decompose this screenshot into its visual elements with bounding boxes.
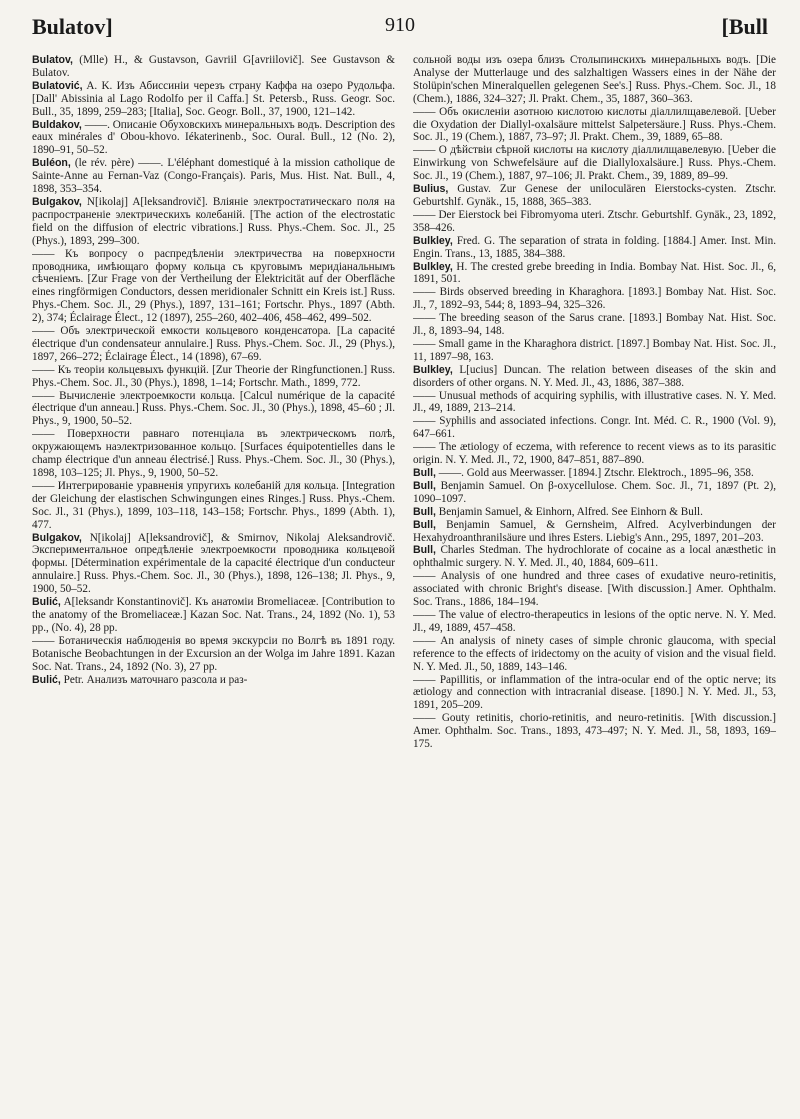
bibliography-entry	[413, 519, 776, 545]
bibliography-entry	[32, 674, 395, 687]
bibliography-entry	[413, 635, 776, 674]
entry-text: L[ucius] Duncan. The relation between diseases of the skin and disorders of other organs. N. Y. Med. Jl., 43, 1886, 387–388.	[413, 363, 776, 389]
entry-text: (le rév. père) ——. L'éléphant domestiqué à la mission catholique de Sainte-Anne au Fernan-Vaz (Congo-Français). Paris, Mus. Hist. Nat. Bull., 4, 1898, 353–354.	[32, 157, 395, 196]
entry-text: —— Syphilis and associated infections. Congr. Int. Méd. C. R., 1900 (Vol. 9), 647–661.	[413, 415, 776, 441]
entry-author: Bulius,	[413, 183, 449, 196]
entry-author: Buléon,	[32, 157, 71, 170]
entry-author: Bulkley,	[413, 363, 453, 376]
header-right: [Bull	[721, 14, 768, 39]
entry-author: Bulić,	[32, 596, 61, 609]
bibliography-entry	[413, 415, 776, 441]
bibliography-entry	[413, 338, 776, 364]
entry-text: H. The crested grebe breeding in India. Bombay Nat. Hist. Soc. Jl., 6, 1891, 501.	[413, 260, 776, 286]
entry-text: —— Analysis of one hundred and three cases of exudative neuro-retinitis, associated with chronic Bright's disease. [With discussion.] Amer. Ophthalm. Soc. Trans., 1886, 184–194.	[413, 570, 776, 609]
entry-text: Benjamin Samuel, & Gernsheim, Alfred. Acylverbindungen der Hexahydroanthranilsäure und ihres Esters. Liebig's Ann., 295, 1897, 201–203.	[413, 518, 776, 544]
bibliography-entry	[413, 390, 776, 416]
entry-text: —— The ætiology of eczema, with reference to recent views as to its parasitic origin. N. Y. Med. Jl., 72, 1900, 847–851, 887–890.	[413, 441, 776, 467]
bibliography-entry	[32, 532, 395, 597]
entry-text: ——. Описаніе Обуховскихъ минеральныхъ водъ. Description des eaux minérales d' Obou-khovo. Iékaterinenb., Soc. Oural. Bull., 12 (No. 2), 1890–91, 50–52.	[32, 118, 395, 157]
entry-author: Buldakov,	[32, 118, 82, 131]
entry-text: —— The value of electro-therapeutics in lesions of the optic nerve. N. Y. Med. Jl., 49, 1889, 457–458.	[413, 608, 776, 634]
bibliography-entry	[413, 480, 776, 506]
entry-text: Gustav. Zur Genese der uniloculären Eierstocks-cysten. Ztschr. Geburtshlf. Gynäk., 15, 1888, 365–383.	[413, 183, 776, 208]
entry-author: Bull,	[413, 505, 436, 518]
entry-text: ——. Gold aus Meerwasser. [1894.] Ztschr. Elektroch., 1895–96, 358.	[438, 467, 754, 479]
bibliography-entry	[413, 235, 776, 261]
entry-text: —— Поверхности равнаго потенціала въ электрическомъ полѣ, окружающемъ наэлектризованное кольцо. [Surfaces équipotentielles dans le champ électrique d'un anneau électrisé.] Russ. Phys.-Chem. Soc. Jl., 30 (Phys.), 1898, 103–125; Jl. Phys., 9, 1900, 50–52.	[32, 428, 395, 479]
entry-text: N[ikolaj] A[leksandrovič], & Smirnov, Nikolaj Aleksandrovič. Экспериментальное опредѣленіе электроемкости проводника кольцевой формы. [Détermination expérimentale de la capacité électrique d'un conducteur annulaire.] Russ. Phys.-Chem. Soc. Jl., 30 (Phys.), 1898, 126–138; Jl. Phys., 9, 1900, 50–52.	[32, 531, 395, 596]
bibliography-entry	[32, 390, 395, 429]
entry-text: —— Объ окисленіи азотною кислотою кислоты діаллилщавелевой. [Ueber die Oxydation der Diallyl-oxalsäure mittelst Salpetersäure.] Russ. Phys.-Chem. Soc. Jl., 19 (Chem.), 1887, 73–97; Jl. Prakt. Chem., 39, 1889, 65–88.	[413, 105, 776, 144]
entry-text: —— Unusual methods of acquiring syphilis, with illustrative cases. N. Y. Med. Jl., 49, 1889, 213–214.	[413, 389, 776, 415]
columns	[32, 54, 776, 1111]
entry-author: Bulgakov,	[32, 531, 82, 544]
entry-text: —— Интегрированіе уравненія упругихъ колебаній для кольца. [Integration der Gleichung der elastischen Schwingungen eines Ringes.] Russ. Phys.-Chem. Soc. Jl., 31 (Phys.), 1899, 103–118, 143–158; Fortschr. Phys., 1899 (Abth. 1), 477.	[32, 479, 395, 531]
entry-author: Bulatov,	[32, 54, 74, 66]
bibliography-entry	[413, 544, 776, 570]
right-column	[413, 54, 776, 1111]
bibliography-entry	[413, 183, 776, 209]
bibliography-entry	[413, 54, 776, 106]
bibliography-entry	[413, 441, 776, 467]
entry-author: Bulatović,	[32, 79, 83, 92]
entry-text: A[leksandr Konstantinovič]. Къ анатоміи Bromeliaceæ. [Contribution to the anatomy of the Bromeliaceæ.] Kazan Soc. Nat. Trans., 24, 1892 (No. 1), 53 pp., (No. 4), 28 pp.	[32, 596, 395, 634]
bibliography-entry	[32, 54, 395, 80]
bibliography-entry	[413, 261, 776, 287]
entry-author: Bulgakov,	[32, 195, 82, 208]
bibliography-entry	[32, 364, 395, 390]
entry-text: —— О дѣйствіи сѣрной кислоты на кислоту діаллилщавелевую. [Ueber die Einwirkung von Schwefelsäure auf die Diallyloxalsäure.] Russ. Phys.-Chem. Soc. Jl., 19 (Chem.), 1887, 97–106; Jl. Prakt. Chem., 39, 1889, 89–99.	[413, 144, 776, 183]
entry-text: Fred. G. The separation of strata in folding. [1884.] Amer. Inst. Min. Engin. Trans., 13, 1885, 384–388.	[413, 234, 776, 260]
entry-text: сольной воды изъ озера близъ Столыпинскихъ минеральныхъ водъ. [Die Analyse der Mutterlauge und des salzhaltigen Wassers eines in der Nähe der Stolüpin'schen Mineralquellen gelegenen See's.] Russ. Phys.-Chem. Soc. Jl., 18 (Chem.), 1886, 324–327; Jl. Prakt. Chem., 35, 1887, 360–363.	[413, 54, 776, 105]
bibliography-entry	[413, 609, 776, 635]
entry-text: —— Der Eierstock bei Fibromyoma uteri. Ztschr. Geburtshlf. Gynäk., 23, 1892, 358–426.	[413, 208, 776, 234]
bibliography-entry	[413, 467, 776, 480]
entry-text: —— Къ вопросу о распредѣленіи электричества на поверхности проводника, имѣющаго форму кольца съ круговымъ меридіанальнымъ сѣченіемъ. [Zur Frage von der Vertheilung der Elektricität auf der Oberfläche eines ringförmigen Conductors, dessen meridionaler Schnitt ein Kreis ist.] Russ. Phys.-Chem. Soc. Jl., 29 (Phys.), 1897, 131–161; Fortschr. Phys., 1897 (Abth. 2), 374; Éclairage Élect., 12 (1897), 255–260, 402–406, 458–462, 499–502.	[32, 247, 395, 325]
entry-text: Benjamin Samuel. On β-oxycellulose. Chem. Soc. Jl., 71, 1897 (Pt. 2), 1090–1097.	[413, 479, 776, 505]
bibliography-entry	[32, 119, 395, 158]
entry-text: (Mlle) H., & Gustavson, Gavriil G[avriilovič]. See Gustavson & Bulatov.	[32, 54, 395, 79]
entry-author: Bulkley,	[413, 234, 453, 247]
entry-text: —— Small game in the Kharaghora district. [1897.] Bombay Nat. Hist. Soc. Jl., 11, 1897–98, 163.	[413, 337, 776, 363]
bibliography-entry	[413, 570, 776, 609]
entry-author: Bulić,	[32, 673, 61, 686]
entry-author: Bull,	[413, 467, 436, 479]
entry-text: —— An analysis of ninety cases of simple chronic glaucoma, with special reference to the effects of iridectomy on the acuity of vision and the visual field. N. Y. Med. Jl., 50, 1889, 143–146.	[413, 634, 776, 673]
page-number: 910	[385, 14, 415, 36]
bibliography-entry	[413, 209, 776, 235]
left-column	[32, 54, 395, 1111]
entry-author: Bull,	[413, 544, 436, 557]
entry-text: —— Gouty retinitis, chorio-retinitis, and neuro-retinitis. [With discussion.] Amer. Ophthalm. Soc. Trans., 1893, 473–497; N. Y. Med. Jl., 58, 1893, 169–175.	[413, 712, 776, 751]
bibliography-entry	[32, 248, 395, 325]
entry-text: N[ikolaj] A[leksandrovič]. Вліяніе электростатическаго поля на распространеніе электрическихъ колебаній. [The action of the electrostatic field on the diffusion of electric vibrations.] Russ. Phys.-Chem. Soc. Jl., 25 (Phys.), 1893, 299–300.	[32, 195, 395, 247]
entry-text: —— Вычисленіе электроемкости кольца. [Calcul numérique de la capacité électrique d'un anneau.] Russ. Phys.-Chem. Soc. Jl., 30 (Phys.), 1898, 45–60 ; Jl. Phys., 9, 1900, 50–52.	[32, 389, 395, 428]
bibliography-entry	[32, 480, 395, 532]
entry-text: —— Papillitis, or inflammation of the intra-ocular end of the optic nerve; its ætiology and connection with intracranial disease. [1890.] N. Y. Med. Jl., 53, 1891, 205–209.	[413, 673, 776, 712]
bibliography-entry	[413, 364, 776, 390]
bibliography-entry	[413, 712, 776, 751]
bibliography-entry	[413, 106, 776, 145]
bibliography-entry	[32, 325, 395, 364]
entry-text: Petr. Анализъ маточнаго разсола и раз-	[63, 673, 248, 686]
entry-text: A. K. Изъ Абиссиніи черезъ страну Каффа на озеро Рудольфа. [Dall' Abissinia al Lago Rodolfo per il Caffa.] St. Petersb., Russ. Geogr. Soc. Bull., 35, 1899, 259–283; [Italia], Soc. Geogr. Boll., 37, 1900, 121–142.	[32, 79, 395, 118]
bibliography-entry	[32, 80, 395, 119]
bibliography-entry	[32, 635, 395, 674]
entry-text: —— Объ электрической емкости кольцевого конденсатора. [La capacité électrique d'un condensateur annulaire.] Russ. Phys.-Chem. Soc. Jl., 29 (Phys.), 1897, 266–272; Éclairage Élect., 14 (1898), 67–69.	[32, 325, 395, 363]
entry-text: —— Ботаническія наблюденія во время экскурсіи по Волгѣ въ 1891 году. Botanische Beobachtungen in der Excursion an der Wolga im Jahre 1891. Kazan Soc. Nat. Trans., 24, 1892 (No. 3), 27 pp.	[32, 634, 395, 673]
entry-text: —— Birds observed breeding in Kharaghora. [1893.] Bombay Nat. Hist. Soc. Jl., 7, 1892–93, 544; 8, 1893–94, 325–326.	[413, 286, 776, 312]
bibliography-entry	[32, 196, 395, 248]
entry-text: —— The breeding season of the Sarus crane. [1893.] Bombay Nat. Hist. Soc. Jl., 8, 1893–94, 148.	[413, 312, 776, 338]
bibliography-entry	[413, 144, 776, 183]
bibliography-entry	[413, 312, 776, 338]
entry-text: Benjamin Samuel, & Einhorn, Alfred. See Einhorn & Bull.	[438, 505, 703, 518]
entry-author: Bull,	[413, 518, 436, 531]
bibliography-entry	[413, 506, 776, 519]
entry-text: Charles Stedman. The hydrochlorate of cocaine as a local anæsthetic in ophthalmic surgery. N. Y. Med. Jl., 40, 1884, 609–611.	[413, 544, 776, 570]
bibliography-entry	[32, 157, 395, 196]
bibliography-entry	[413, 286, 776, 312]
bibliography-entry	[32, 428, 395, 480]
entry-author: Bulkley,	[413, 260, 453, 273]
entry-author: Bull,	[413, 479, 436, 492]
header-left: Bulatov]	[32, 14, 113, 39]
bibliography-entry	[32, 596, 395, 635]
page-header	[32, 14, 768, 40]
entry-text: —— Къ теоріи кольцевыхъ функцій. [Zur Theorie der Ringfunctionen.] Russ. Phys.-Chem. Soc. Jl., 30 (Phys.), 1898, 1–14; Fortschr. Math., 1899, 772.	[32, 363, 395, 389]
bibliography-entry	[413, 674, 776, 713]
